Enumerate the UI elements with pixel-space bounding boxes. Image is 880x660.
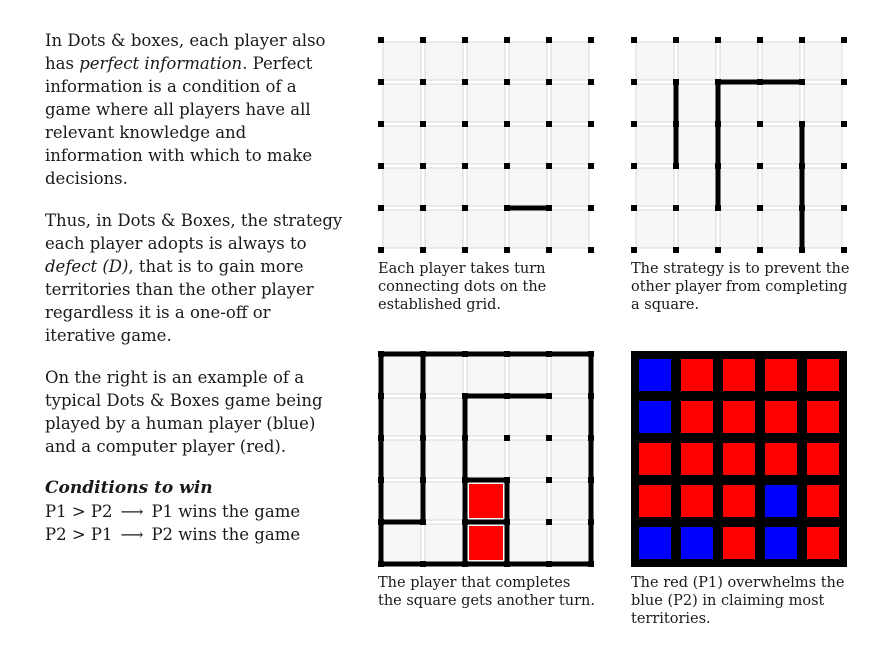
grid-dot — [504, 351, 510, 357]
square-red — [723, 527, 755, 559]
grid-cell — [425, 440, 463, 478]
square-red — [723, 485, 755, 517]
grid-dot — [546, 205, 552, 211]
vertical-line — [421, 354, 426, 396]
grid-cell — [804, 168, 842, 206]
grid-cell — [636, 210, 674, 248]
grid-cell — [425, 126, 463, 164]
grid-dot — [546, 351, 552, 357]
grid-cell — [804, 210, 842, 248]
grid-cell — [383, 42, 421, 80]
grid-dot — [420, 393, 426, 399]
grid-dot — [504, 37, 510, 43]
grid-cell — [720, 126, 758, 164]
square-red — [681, 485, 713, 517]
grid-dot — [420, 351, 426, 357]
grid-dot — [841, 79, 847, 85]
grid-dot — [378, 163, 384, 169]
grid-dot — [715, 37, 721, 43]
grid-cell — [383, 524, 421, 562]
grid-cell — [636, 42, 674, 80]
grid-dot — [546, 519, 552, 525]
grid-dot — [799, 205, 805, 211]
vertical-line — [505, 480, 510, 522]
grid-cell — [509, 524, 547, 562]
paragraph-example: On the right is an example of a typical Dots & Boxes game being played by a human player (blue) and a computer player (red). — [45, 368, 323, 456]
square-red — [681, 443, 713, 475]
grid-dot — [715, 247, 721, 253]
vertical-line — [379, 480, 384, 522]
grid-dot — [757, 205, 763, 211]
grid-cell — [509, 356, 547, 394]
grid-dot — [462, 79, 468, 85]
grid-dot — [715, 205, 721, 211]
grid-dot — [420, 163, 426, 169]
grid-cell — [762, 126, 800, 164]
grid-dot — [378, 477, 384, 483]
grid-cell — [678, 168, 716, 206]
grid-dot — [420, 519, 426, 525]
grid-cell — [509, 440, 547, 478]
caption-panel-4: The red (P1) overwhelms the blue (P2) in claiming most territories. — [631, 575, 845, 627]
vertical-line — [589, 354, 594, 396]
horizontal-line — [507, 394, 549, 399]
grid-cell — [762, 42, 800, 80]
grid-dot — [841, 37, 847, 43]
grid-dot — [799, 121, 805, 127]
square-red — [681, 401, 713, 433]
grid-dot — [588, 561, 594, 567]
grid-dot — [588, 163, 594, 169]
grid-cell — [720, 84, 758, 122]
grid-dot — [631, 205, 637, 211]
grid-dot — [420, 477, 426, 483]
horizontal-line — [465, 478, 507, 483]
caption-panel-1: Each player takes turn connecting dots on the established grid. — [378, 261, 547, 313]
grid-cell — [383, 126, 421, 164]
grid-dot — [378, 519, 384, 525]
grid-dot — [799, 163, 805, 169]
vertical-line — [421, 438, 426, 480]
grid-dot — [673, 79, 679, 85]
vertical-line — [463, 480, 468, 522]
grid-dot — [588, 247, 594, 253]
grid-dot — [588, 477, 594, 483]
grid-dot — [420, 561, 426, 567]
grid-dot — [757, 247, 763, 253]
grid-dot — [420, 121, 426, 127]
square-red — [469, 484, 503, 518]
grid-cell — [678, 126, 716, 164]
grid-cell — [383, 398, 421, 436]
grid-dot — [378, 121, 384, 127]
grid-cell — [425, 210, 463, 248]
grid-dot — [504, 519, 510, 525]
square-blue — [639, 401, 671, 433]
grid-dot — [504, 247, 510, 253]
grid-dot — [504, 477, 510, 483]
grid-cell — [509, 398, 547, 436]
grid-dot — [462, 205, 468, 211]
square-blue — [765, 485, 797, 517]
grid-cell — [636, 126, 674, 164]
grid-dot — [841, 247, 847, 253]
grid-dot — [588, 435, 594, 441]
grid-dot — [378, 561, 384, 567]
vertical-line — [674, 124, 679, 166]
grid-cell — [509, 42, 547, 80]
grid-dot — [378, 247, 384, 253]
horizontal-line — [549, 352, 591, 357]
vertical-line — [421, 480, 426, 522]
grid-cell — [383, 356, 421, 394]
horizontal-line — [718, 80, 760, 85]
grid-dot — [462, 519, 468, 525]
grid-dot — [546, 561, 552, 567]
grid-cell — [383, 168, 421, 206]
grid-dot — [420, 247, 426, 253]
square-red — [807, 485, 839, 517]
grid-dot — [546, 247, 552, 253]
grid-dot — [378, 37, 384, 43]
grid-cell — [551, 524, 589, 562]
grid-cell — [383, 210, 421, 248]
grid-cell — [467, 84, 505, 122]
horizontal-line — [465, 394, 507, 399]
grid-dot — [631, 247, 637, 253]
grid-cell — [383, 84, 421, 122]
grid-dot — [841, 163, 847, 169]
grid-dot — [631, 121, 637, 127]
grid-cell — [467, 42, 505, 80]
explanation-text — [45, 29, 345, 546]
condition-row: P1 > P2 ⟶ P1 wins the game — [45, 502, 301, 521]
grid-dot — [673, 163, 679, 169]
grid-cell — [678, 42, 716, 80]
grid-dot — [588, 121, 594, 127]
board-panel-2 — [631, 37, 847, 253]
horizontal-line — [507, 352, 549, 357]
grid-dot — [715, 79, 721, 85]
grid-dot — [462, 435, 468, 441]
grid-dot — [462, 351, 468, 357]
vertical-line — [589, 396, 594, 438]
horizontal-line — [423, 562, 465, 567]
grid-cell — [551, 42, 589, 80]
horizontal-line — [549, 562, 591, 567]
grid-dot — [420, 205, 426, 211]
grid-dot — [799, 247, 805, 253]
grid-cell — [467, 356, 505, 394]
vertical-line — [379, 354, 384, 396]
board-panel-4 — [631, 351, 847, 567]
grid-cell — [425, 524, 463, 562]
grid-dot — [462, 477, 468, 483]
grid-dot — [588, 519, 594, 525]
condition-row: P2 > P1 ⟶ P2 wins the game — [45, 525, 301, 544]
vertical-line — [589, 522, 594, 564]
grid-dot — [631, 163, 637, 169]
grid-dot — [504, 435, 510, 441]
square-red — [469, 526, 503, 560]
horizontal-line — [381, 562, 423, 567]
vertical-line — [421, 396, 426, 438]
grid-cell — [720, 210, 758, 248]
grid-dot — [546, 163, 552, 169]
grid-dot — [715, 163, 721, 169]
caption-panel-2: The strategy is to prevent the other player from completing a square. — [631, 261, 850, 313]
grid-dot — [420, 79, 426, 85]
grid-dot — [799, 79, 805, 85]
horizontal-line — [381, 352, 423, 357]
grid-dot — [673, 121, 679, 127]
grid-cell — [467, 398, 505, 436]
grid-dot — [504, 121, 510, 127]
grid-dot — [673, 247, 679, 253]
vertical-line — [505, 522, 510, 564]
grid-dot — [841, 121, 847, 127]
square-red — [807, 401, 839, 433]
grid-cell — [804, 42, 842, 80]
grid-dot — [378, 435, 384, 441]
grid-dot — [673, 37, 679, 43]
board-panel-3 — [378, 351, 594, 567]
square-red — [765, 443, 797, 475]
grid-dot — [546, 37, 552, 43]
square-red — [639, 485, 671, 517]
square-red — [765, 401, 797, 433]
horizontal-line — [381, 520, 423, 525]
grid-cell — [762, 210, 800, 248]
vertical-line — [463, 438, 468, 480]
square-red — [639, 443, 671, 475]
horizontal-line — [465, 562, 507, 567]
grid-cell — [636, 168, 674, 206]
grid-cell — [467, 440, 505, 478]
grid-cell — [383, 440, 421, 478]
grid-dot — [715, 121, 721, 127]
square-blue — [639, 527, 671, 559]
grid-cell — [425, 356, 463, 394]
grid-dot — [757, 37, 763, 43]
square-red — [807, 527, 839, 559]
grid-dot — [588, 205, 594, 211]
horizontal-line — [465, 520, 507, 525]
grid-cell — [425, 42, 463, 80]
vertical-line — [800, 166, 805, 208]
grid-dot — [462, 121, 468, 127]
grid-dot — [462, 393, 468, 399]
square-red — [807, 443, 839, 475]
grid-cell — [551, 210, 589, 248]
grid-dot — [378, 393, 384, 399]
grid-dot — [378, 205, 384, 211]
square-blue — [765, 527, 797, 559]
vertical-line — [589, 438, 594, 480]
grid-cell — [509, 126, 547, 164]
square-red — [723, 359, 755, 391]
paragraph-perfect-information: In Dots & boxes, each player also has perfect information. Perfect information is a condition of a game where all players have all relevant knowledge and information with which to make decisions. — [45, 31, 326, 188]
horizontal-line — [507, 206, 549, 211]
term-defect: defect (D) — [45, 257, 129, 276]
grid-dot — [588, 351, 594, 357]
grid-dot — [504, 79, 510, 85]
horizontal-line — [423, 352, 465, 357]
caption-panel-3: The player that completes the square gets another turn. — [378, 575, 595, 609]
grid-cell — [762, 84, 800, 122]
grid-dot — [631, 37, 637, 43]
grid-dot — [504, 561, 510, 567]
grid-cell — [509, 210, 547, 248]
conditions-title: Conditions to win — [45, 478, 213, 498]
grid-dot — [588, 37, 594, 43]
grid-dot — [546, 393, 552, 399]
grid-cell — [383, 482, 421, 520]
paragraph-strategy: Thus, in Dots & Boxes, the strategy each player adopts is always to defect (D), that is to gain more territories than the other player regardless it is a one-off or iterative game. — [45, 211, 343, 345]
grid-dot — [757, 163, 763, 169]
grid-dot — [546, 79, 552, 85]
grid-dot — [631, 79, 637, 85]
grid-dot — [462, 247, 468, 253]
term-perfect-information: perfect information — [79, 54, 243, 73]
vertical-line — [800, 208, 805, 250]
vertical-line — [716, 124, 721, 166]
board-panel-1 — [378, 37, 594, 253]
grid-dot — [546, 121, 552, 127]
vertical-line — [800, 124, 805, 166]
grid-dot — [420, 435, 426, 441]
grid-dot — [504, 163, 510, 169]
grid-cell — [509, 482, 547, 520]
vertical-line — [716, 82, 721, 124]
grid-dot — [546, 435, 552, 441]
grid-dot — [673, 205, 679, 211]
vertical-line — [379, 522, 384, 564]
grid-cell — [551, 440, 589, 478]
grid-cell — [509, 84, 547, 122]
vertical-line — [674, 82, 679, 124]
grid-cell — [551, 482, 589, 520]
grid-cell — [551, 168, 589, 206]
square-red — [723, 443, 755, 475]
grid-cell — [425, 482, 463, 520]
square-blue — [639, 359, 671, 391]
vertical-line — [463, 396, 468, 438]
grid-dot — [462, 561, 468, 567]
grid-cell — [762, 168, 800, 206]
grid-dot — [757, 121, 763, 127]
grid-dot — [841, 205, 847, 211]
vertical-line — [379, 396, 384, 438]
grid-dot — [546, 477, 552, 483]
grid-cell — [678, 210, 716, 248]
grid-dot — [799, 37, 805, 43]
grid-cell — [804, 84, 842, 122]
grid-dot — [420, 37, 426, 43]
grid-dot — [504, 393, 510, 399]
square-red — [723, 401, 755, 433]
grid-cell — [425, 168, 463, 206]
grid-cell — [551, 356, 589, 394]
grid-cell — [678, 84, 716, 122]
grid-cell — [425, 84, 463, 122]
vertical-line — [463, 522, 468, 564]
vertical-line — [716, 166, 721, 208]
grid-cell — [551, 126, 589, 164]
grid-dot — [588, 79, 594, 85]
grid-cell — [467, 210, 505, 248]
square-blue — [681, 527, 713, 559]
grid-dot — [378, 351, 384, 357]
grid-dot — [757, 79, 763, 85]
grid-cell — [425, 398, 463, 436]
grid-dot — [462, 163, 468, 169]
grid-cell — [551, 84, 589, 122]
grid-cell — [804, 126, 842, 164]
grid-dot — [462, 37, 468, 43]
arrow-icon: ⟶ — [120, 525, 144, 544]
grid-dot — [378, 79, 384, 85]
horizontal-line — [760, 80, 802, 85]
grid-cell — [720, 168, 758, 206]
square-red — [681, 359, 713, 391]
grid-cell — [720, 42, 758, 80]
horizontal-line — [465, 352, 507, 357]
grid-cell — [509, 168, 547, 206]
square-red — [765, 359, 797, 391]
grid-dot — [588, 393, 594, 399]
grid-cell — [636, 84, 674, 122]
square-red — [807, 359, 839, 391]
vertical-line — [589, 480, 594, 522]
horizontal-line — [507, 562, 549, 567]
grid-dot — [504, 205, 510, 211]
grid-cell — [467, 126, 505, 164]
grid-cell — [551, 398, 589, 436]
vertical-line — [379, 438, 384, 480]
arrow-icon: ⟶ — [120, 502, 144, 521]
grid-cell — [467, 168, 505, 206]
